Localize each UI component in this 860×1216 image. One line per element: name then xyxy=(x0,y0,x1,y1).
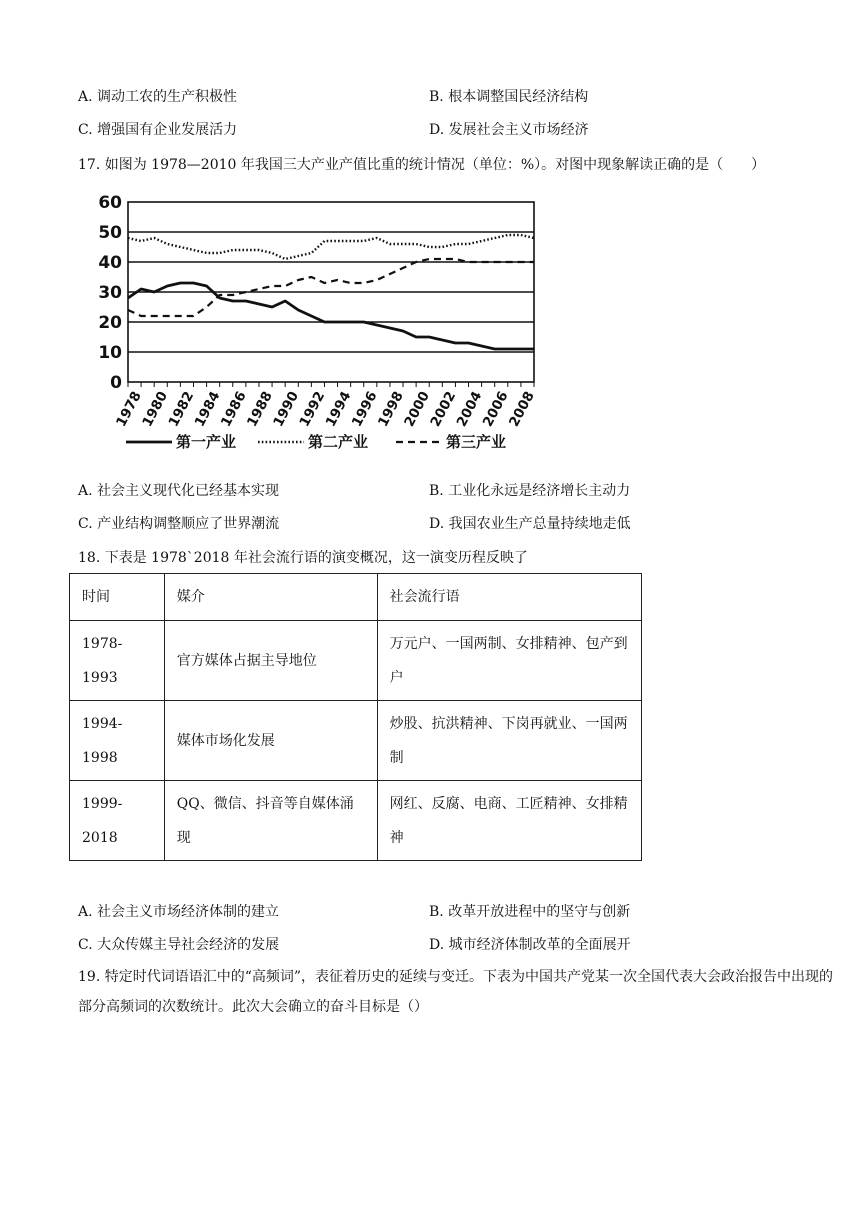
q17-stem: 17. 如图为 1978—2010 年我国三大产业产值比重的统计情况（单位：%）。对图中现象解读正确的是（ ） xyxy=(78,157,766,173)
q17-option-d[interactable]: D. 我国农业生产总量持续地走低 xyxy=(429,516,631,532)
table-cell-slang: 万元户、一国两制、女排精神、包产到户 xyxy=(377,621,641,701)
x-tick-label: 1980 xyxy=(139,388,172,430)
table-header-media: 媒介 xyxy=(164,574,377,621)
x-tick-label: 1992 xyxy=(296,388,329,430)
q16-option-a[interactable]: A. 调动工农的生产积极性 xyxy=(78,89,238,105)
table-cell-time: 1978-1993 xyxy=(70,621,165,701)
x-tick-label: 2002 xyxy=(427,388,460,430)
table-cell-time: 1999-2018 xyxy=(70,781,165,861)
q17-option-b[interactable]: B. 工业化永远是经济增长主动力 xyxy=(429,483,631,499)
table-cell-slang: 炒股、抗洪精神、下岗再就业、一国两制 xyxy=(377,701,641,781)
table-cell-slang: 网红、反腐、电商、工匠精神、女排精神 xyxy=(377,781,641,861)
y-tick-label: 10 xyxy=(98,343,122,363)
legend-label-2: 第二产业 xyxy=(308,433,369,451)
table-cell-media: 媒体市场化发展 xyxy=(164,701,377,781)
q16-option-b[interactable]: B. 根本调整国民经济结构 xyxy=(429,89,589,105)
table-row xyxy=(70,701,642,781)
x-tick-label: 2008 xyxy=(506,388,538,430)
q16-option-c[interactable]: C. 增强国有企业发展活力 xyxy=(78,122,238,138)
table-row xyxy=(70,781,642,861)
y-tick-label: 20 xyxy=(98,313,122,333)
table-cell-media: 官方媒体占据主导地位 xyxy=(164,621,377,701)
q18-option-c[interactable]: C. 大众传媒主导社会经济的发展 xyxy=(78,937,280,953)
y-tick-label: 40 xyxy=(98,253,122,273)
q16-option-d[interactable]: D. 发展社会主义市场经济 xyxy=(429,122,589,138)
q18-option-d[interactable]: D. 城市经济体制改革的全面展开 xyxy=(429,937,631,953)
q19-stem: 19. 特定时代词语语汇中的“高频词”，表征着历史的延续与变迁。下表为中国共产党某一次全国代表大会政治报告中出现的部分高频词的次数统计。此次大会确立的奋斗目标是（） xyxy=(78,969,834,1015)
table-cell-time: 1994-1998 xyxy=(70,701,165,781)
industry-share-chart xyxy=(96,190,546,460)
x-tick-label: 1984 xyxy=(191,388,224,430)
x-tick-label: 2000 xyxy=(401,388,434,430)
x-tick-label: 1990 xyxy=(270,388,303,430)
y-tick-label: 0 xyxy=(110,373,122,393)
legend-label-1: 第一产业 xyxy=(176,433,237,451)
series-line-2 xyxy=(128,235,534,259)
y-tick-label: 60 xyxy=(98,193,122,213)
y-tick-label: 50 xyxy=(98,223,122,243)
x-tick-label: 1998 xyxy=(375,388,407,430)
q17-option-c[interactable]: C. 产业结构调整顺应了世界潮流 xyxy=(78,516,280,532)
series-line-3 xyxy=(128,259,534,316)
table-header-row xyxy=(70,574,642,621)
table-cell-media: QQ、微信、抖音等自媒体涌现 xyxy=(164,781,377,861)
q18-option-a[interactable]: A. 社会主义市场经济体制的建立 xyxy=(78,904,280,920)
table-row xyxy=(70,621,642,701)
x-tick-label: 2006 xyxy=(479,388,512,430)
x-tick-label: 1988 xyxy=(244,388,276,430)
y-tick-label: 30 xyxy=(98,283,122,303)
x-tick-label: 1986 xyxy=(217,388,250,430)
slang-evolution-table xyxy=(69,573,642,861)
q18-option-b[interactable]: B. 改革开放进程中的坚守与创新 xyxy=(429,904,631,920)
table-header-slang: 社会流行语 xyxy=(377,574,641,621)
legend-label-3: 第三产业 xyxy=(446,433,507,451)
q18-stem: 18. 下表是 1978`2018 年社会流行语的演变概况，这一演变历程反映了 xyxy=(78,550,528,566)
x-tick-label: 1982 xyxy=(165,388,198,430)
x-tick-label: 1996 xyxy=(348,388,381,430)
x-tick-label: 1978 xyxy=(113,388,145,430)
x-tick-label: 1994 xyxy=(322,388,355,430)
table-header-time: 时间 xyxy=(70,574,165,621)
q17-option-a[interactable]: A. 社会主义现代化已经基本实现 xyxy=(78,483,280,499)
x-tick-label: 2004 xyxy=(453,388,486,430)
